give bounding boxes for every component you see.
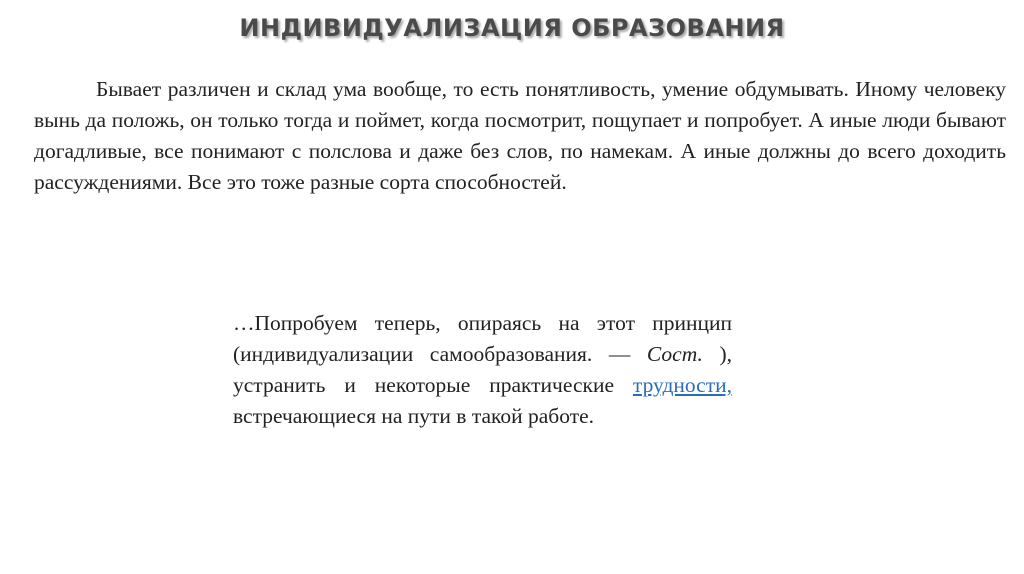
quote-text-middle: ), устранить и некоторые практические <box>233 342 732 397</box>
quote-text-start: …Попробуем теперь, опираясь на этот принцип (индивидуализации самообразования. — <box>233 311 732 366</box>
quote-abbreviation: Сост. <box>646 342 703 366</box>
main-paragraph: Бывает различен и склад ума вообще, то есть понятливость, умение обдумывать. Иному человеку вынь да положь, он только тогда и поймет, когда посмотрит, пощупает и попробует. А иные люди бывают догадливые, все понимают с полслова и даже без слов, по намекам. А иные должны до всего доходить рассуждениями. Все это тоже разные сорта способностей. <box>34 77 1006 194</box>
quote-block <box>233 308 732 432</box>
quote-text-end: встречающиеся на пути в такой работе. <box>233 404 595 428</box>
slide-title: ИНДИВИДУАЛИЗАЦИЯ ОБРАЗОВАНИЯ <box>239 14 785 42</box>
difficulties-link[interactable]: трудности, <box>632 373 732 397</box>
